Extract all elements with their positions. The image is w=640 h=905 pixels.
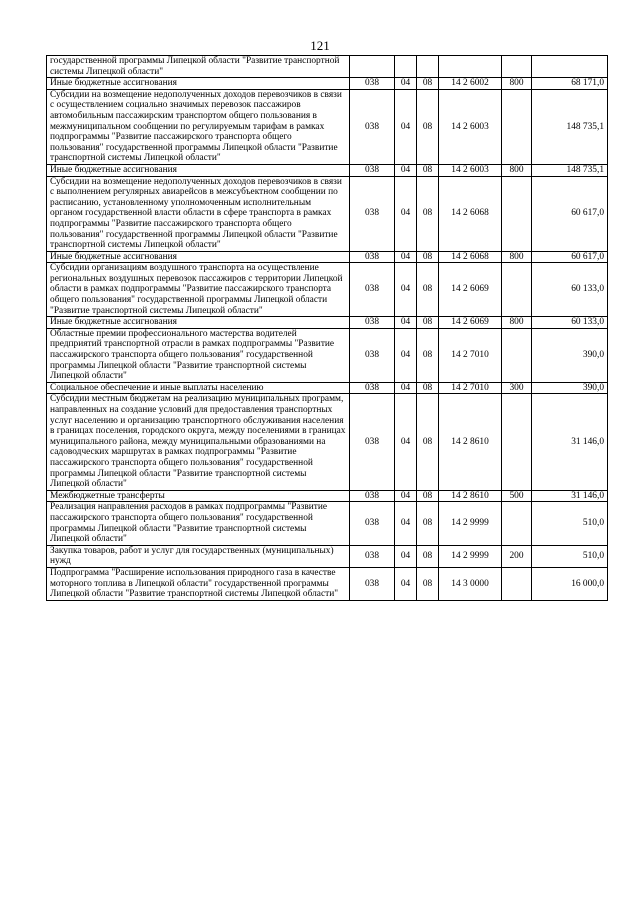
target-article-cell: 14 2 9999 [439, 545, 502, 567]
section-code-cell: 04 [395, 263, 417, 317]
target-article-cell: 14 2 6003 [439, 164, 502, 176]
row-name-cell: Областные премии профессионального мастерства водителей предприятий транспортной отрасли в рамках подпрограммы "Развитие пассажирского транспорта общего пользования" государственной программы Липецкой области "Развитие транспортной системы Липецкой области" [47, 328, 350, 382]
amount-cell: 390,0 [532, 328, 608, 382]
target-article-cell: 14 2 8610 [439, 394, 502, 490]
admin-code-cell: 038 [350, 394, 395, 490]
table-row [47, 164, 608, 176]
amount-cell: 390,0 [532, 382, 608, 394]
amount-cell: 68 171,0 [532, 78, 608, 90]
section-code-cell: 04 [395, 490, 417, 502]
row-name-cell: Социальное обеспечение и иные выплаты населению [47, 382, 350, 394]
subsection-code-cell: 08 [417, 382, 439, 394]
target-article-cell: 14 2 6003 [439, 89, 502, 164]
admin-code-cell: 038 [350, 263, 395, 317]
row-name-cell: Реализация направления расходов в рамках подпрограммы "Развитие пассажирского транспорта общего пользования" государственной программы Липецкой области "Развитие транспортной системы Липецкой области" [47, 502, 350, 545]
admin-code-cell: 038 [350, 545, 395, 567]
row-name-cell: Подпрограмма "Расширение использования природного газа в качестве моторного топлива в Липецкой области" государственной программы Липецкой области "Развитие транспортной системы Липецкой области" [47, 567, 350, 600]
table-row [47, 56, 608, 78]
table-row [47, 328, 608, 382]
subsection-code-cell: 08 [417, 78, 439, 90]
admin-code-cell: 038 [350, 78, 395, 90]
table-row [47, 382, 608, 394]
subsection-code-cell: 08 [417, 263, 439, 317]
table-row [47, 502, 608, 545]
amount-cell: 60 133,0 [532, 263, 608, 317]
admin-code-cell: 038 [350, 328, 395, 382]
amount-cell [532, 56, 608, 78]
section-code-cell: 04 [395, 89, 417, 164]
table-row [47, 317, 608, 329]
section-code-cell: 04 [395, 317, 417, 329]
expense-type-cell [502, 56, 532, 78]
row-name-cell: Субсидии местным бюджетам на реализацию муниципальных программ, направленных на создание условий для предоставления транспортных услуг населению и организацию транспортного обслуживания населения в границах поселения, городского округа, между поселениями в границах муниципального района, между муниципальными образованиями на садоводческих маршрутах в рамках подпрограммы "Развитие пассажирского транспорта общего пользования" государственной программы Липецкой области "Развитие транспортной системы Липецкой области" [47, 394, 350, 490]
subsection-code-cell: 08 [417, 251, 439, 263]
amount-cell: 148 735,1 [532, 164, 608, 176]
table-row [47, 89, 608, 164]
amount-cell: 510,0 [532, 502, 608, 545]
target-article-cell: 14 3 0000 [439, 567, 502, 600]
section-code-cell: 04 [395, 394, 417, 490]
amount-cell: 31 146,0 [532, 490, 608, 502]
admin-code-cell: 038 [350, 502, 395, 545]
table-row [47, 545, 608, 567]
table-row [47, 78, 608, 90]
subsection-code-cell: 08 [417, 328, 439, 382]
expense-type-cell [502, 394, 532, 490]
admin-code-cell: 038 [350, 317, 395, 329]
amount-cell: 510,0 [532, 545, 608, 567]
target-article-cell: 14 2 6069 [439, 317, 502, 329]
section-code-cell: 04 [395, 176, 417, 251]
row-name-cell: Иные бюджетные ассигнования [47, 164, 350, 176]
target-article-cell: 14 2 7010 [439, 328, 502, 382]
target-article-cell: 14 2 6002 [439, 78, 502, 90]
expense-type-cell [502, 176, 532, 251]
subsection-code-cell: 08 [417, 490, 439, 502]
subsection-code-cell: 08 [417, 502, 439, 545]
row-name-cell: Межбюджетные трансферты [47, 490, 350, 502]
target-article-cell: 14 2 7010 [439, 382, 502, 394]
amount-cell: 31 146,0 [532, 394, 608, 490]
subsection-code-cell: 08 [417, 545, 439, 567]
section-code-cell: 04 [395, 382, 417, 394]
table-row [47, 567, 608, 600]
row-name-cell: Субсидии на возмещение недополученных доходов перевозчиков в связи с выполнением регулярных авиарейсов в межсубъектном сообщении по расписанию, установленному уполномоченным исполнительным органом государственной власти области в сфере транспорта в рамках подпрограммы "Развитие пассажирского транспорта общего пользования" государственной программы Липецкой области "Развитие транспортной системы Липецкой области" [47, 176, 350, 251]
table-row [47, 263, 608, 317]
table-row [47, 176, 608, 251]
budget-table-body [47, 56, 608, 601]
budget-table [46, 55, 608, 601]
section-code-cell [395, 56, 417, 78]
admin-code-cell: 038 [350, 490, 395, 502]
expense-type-cell: 300 [502, 382, 532, 394]
expense-type-cell [502, 567, 532, 600]
admin-code-cell: 038 [350, 567, 395, 600]
expense-type-cell: 800 [502, 78, 532, 90]
target-article-cell: 14 2 6069 [439, 263, 502, 317]
expense-type-cell [502, 263, 532, 317]
page-number: 121 [310, 38, 330, 53]
target-article-cell: 14 2 8610 [439, 490, 502, 502]
target-article-cell: 14 2 9999 [439, 502, 502, 545]
section-code-cell: 04 [395, 164, 417, 176]
table-row [47, 490, 608, 502]
subsection-code-cell: 08 [417, 567, 439, 600]
amount-cell: 16 000,0 [532, 567, 608, 600]
row-name-cell: Иные бюджетные ассигнования [47, 317, 350, 329]
admin-code-cell: 038 [350, 164, 395, 176]
expense-type-cell: 800 [502, 317, 532, 329]
subsection-code-cell [417, 56, 439, 78]
section-code-cell: 04 [395, 78, 417, 90]
row-name-cell: Субсидии организациям воздушного транспорта на осуществление региональных воздушных перевозок пассажиров с территории Липецкой области в рамках подпрограммы "Развитие пассажирского транспорта общего пользования" государственной программы Липецкой области "Развитие транспортной системы Липецкой области" [47, 263, 350, 317]
expense-type-cell: 800 [502, 164, 532, 176]
admin-code-cell: 038 [350, 251, 395, 263]
table-row [47, 251, 608, 263]
amount-cell: 60 133,0 [532, 317, 608, 329]
section-code-cell: 04 [395, 328, 417, 382]
row-name-cell: Иные бюджетные ассигнования [47, 251, 350, 263]
table-row [47, 394, 608, 490]
target-article-cell [439, 56, 502, 78]
expense-type-cell: 800 [502, 251, 532, 263]
target-article-cell: 14 2 6068 [439, 176, 502, 251]
row-name-cell: Закупка товаров, работ и услуг для государственных (муниципальных) нужд [47, 545, 350, 567]
admin-code-cell: 038 [350, 89, 395, 164]
subsection-code-cell: 08 [417, 164, 439, 176]
amount-cell: 60 617,0 [532, 251, 608, 263]
expense-type-cell [502, 89, 532, 164]
admin-code-cell: 038 [350, 382, 395, 394]
row-name-cell: государственной программы Липецкой области "Развитие транспортной системы Липецкой области" [47, 56, 350, 78]
expense-type-cell [502, 328, 532, 382]
amount-cell: 60 617,0 [532, 176, 608, 251]
subsection-code-cell: 08 [417, 89, 439, 164]
section-code-cell: 04 [395, 545, 417, 567]
subsection-code-cell: 08 [417, 176, 439, 251]
row-name-cell: Иные бюджетные ассигнования [47, 78, 350, 90]
subsection-code-cell: 08 [417, 394, 439, 490]
section-code-cell: 04 [395, 567, 417, 600]
subsection-code-cell: 08 [417, 317, 439, 329]
expense-type-cell: 500 [502, 490, 532, 502]
amount-cell: 148 735,1 [532, 89, 608, 164]
row-name-cell: Субсидии на возмещение недополученных доходов перевозчиков в связи с осуществлением социально значимых перевозок пассажиров автомобильным пассажирским транспортом общего пользования в межмуниципальном сообщении по регулируемым тарифам в рамках подпрограммы "Развитие пассажирского транспорта общего пользования" государственной программы Липецкой области "Развитие транспортной системы Липецкой области" [47, 89, 350, 164]
expense-type-cell: 200 [502, 545, 532, 567]
section-code-cell: 04 [395, 251, 417, 263]
expense-type-cell [502, 502, 532, 545]
section-code-cell: 04 [395, 502, 417, 545]
target-article-cell: 14 2 6068 [439, 251, 502, 263]
admin-code-cell: 038 [350, 176, 395, 251]
admin-code-cell [350, 56, 395, 78]
